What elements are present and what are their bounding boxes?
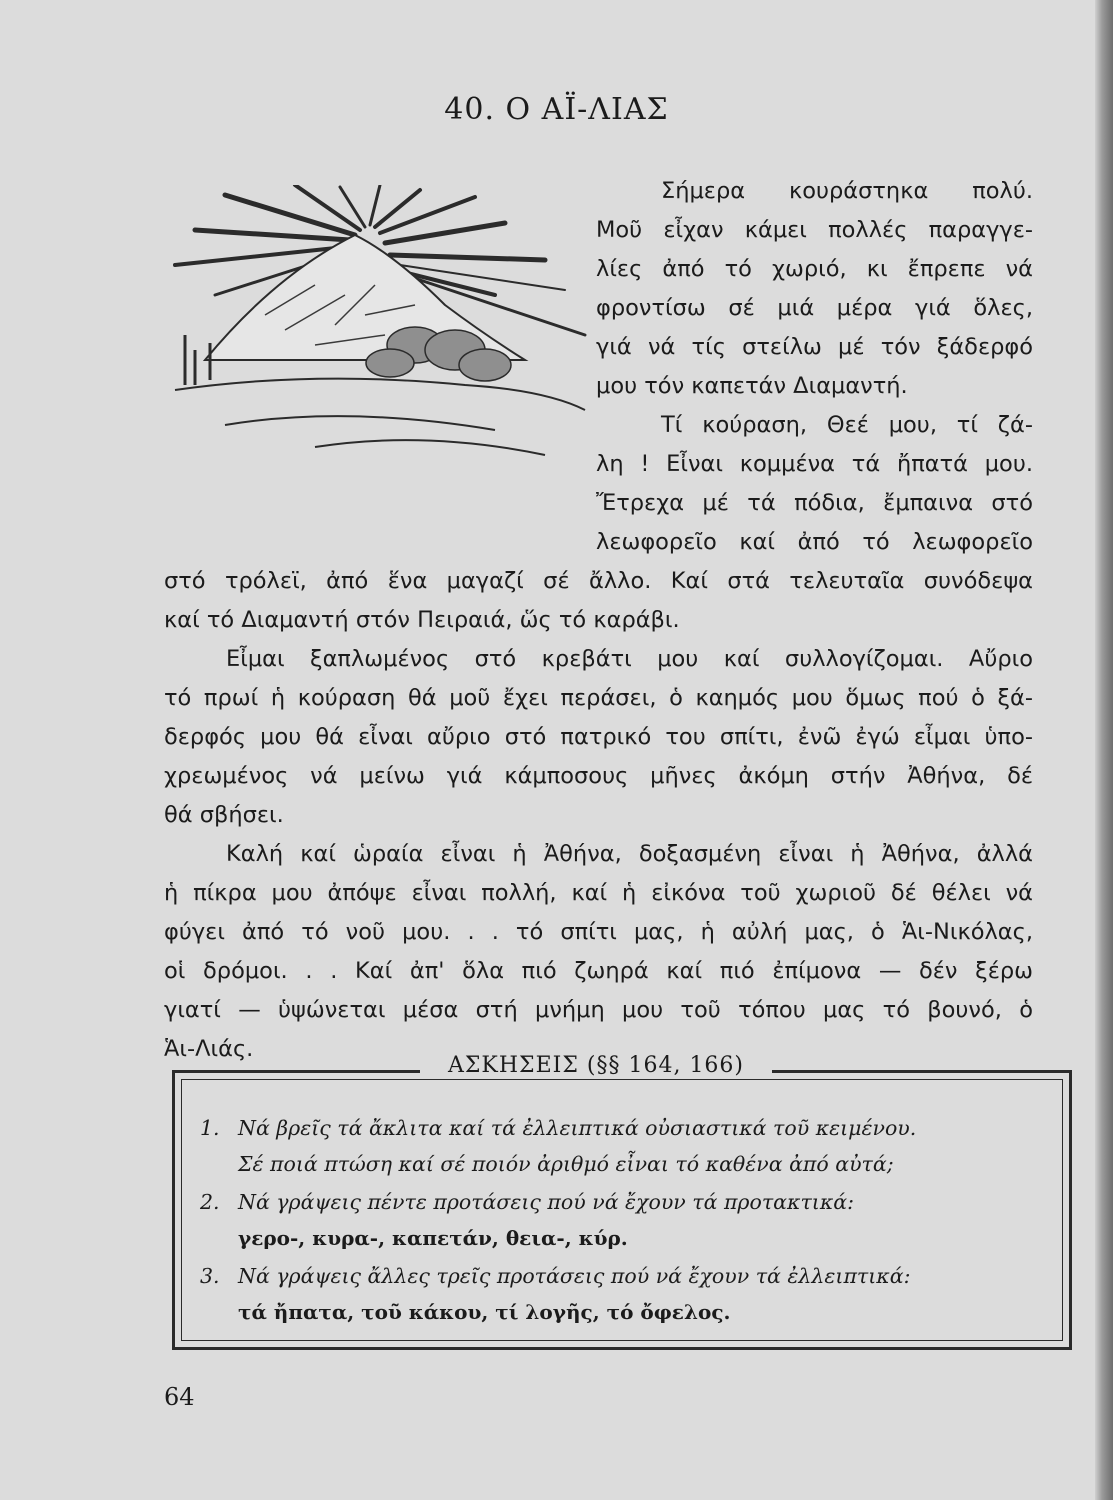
exercise-number: 1.	[200, 1116, 220, 1140]
text-line: ἡ πίκρα μου ἀπόψε εἶναι πολλή, καί ἡ εἰκόνα τοῦ χωριοῦ δέ θέλει νά	[164, 880, 1033, 906]
text-line: τό πρωί ἡ κούραση θά μοῦ ἔχει περάσει, ὁ καημός μου ὅμως πού ὁ ξά-	[164, 685, 1033, 711]
text-line: Ἔτρεχα μέ τά πόδια, ἔμπαινα στό	[596, 490, 1033, 516]
exercises-heading: ΑΣΚΗΣΕΙΣ (§§ 164, 166)	[420, 1053, 772, 1078]
page-binding-edge	[1095, 0, 1113, 1500]
text-line: λη ! Εἶναι κομμένα τά ἤπατά μου.	[596, 451, 1033, 477]
text-line: Σήμερα κουράστηκα πολύ.	[661, 178, 1033, 204]
exercise-text: Νά γράψεις ἄλλες τρεῖς προτάσεις πού νά ἔχουν τά ἐλλειπτικά:	[238, 1264, 911, 1288]
text-line: στό τρόλεϊ, ἀπό ἕνα μαγαζί σέ ἄλλο. Καί στά τελευταῖα συνόδεψα	[164, 568, 1033, 594]
exercise-item-1-line2: Σέ ποιά πτώση καί σέ ποιόν ἀριθμό εἶναι τό καθένα ἀπό αὐτά;	[238, 1152, 894, 1176]
text-line: δερφός μου θά εἶναι αὔριο στό πατρικό του σπίτι, ἐνῶ ἐγώ εἶμαι ὑπο-	[164, 724, 1033, 750]
exercise-item-1	[200, 1110, 916, 1146]
text-line: καί τό Διαμαντή στόν Πειραιά, ὥς τό καράβι.	[164, 607, 680, 633]
exercise-item-2-line2: γερο-, κυρα-, καπετάν, θεια-, κύρ.	[238, 1226, 628, 1250]
text-line: γιατί — ὑψώνεται μέσα στή μνήμη μου τοῦ τόπου μας τό βουνό, ὁ	[164, 997, 1033, 1023]
text-line: γιά νά τίς στείλω μέ τόν ξάδερφό	[596, 334, 1033, 360]
exercise-text: Νά βρεῖς τά ἄκλιτα καί τά ἐλλειπτικά οὐσιαστικά τοῦ κειμένου.	[238, 1116, 917, 1140]
text-line: Ἁι-Λιάς.	[164, 1036, 254, 1062]
exercise-number: 2.	[200, 1190, 220, 1214]
text-line: Εἶμαι ξαπλωμένος στό κρεβάτι μου καί συλλογίζομαι. Αὔριο	[226, 646, 1033, 672]
page-number: 64	[164, 1383, 195, 1411]
text-line: λεωφορεῖο καί ἀπό τό λεωφορεῖο	[596, 529, 1033, 555]
exercise-item-3-line2: τά ἤπατα, τοῦ κάκου, τί λογῆς, τό ὄφελος.	[238, 1300, 731, 1324]
text-line: μου τόν καπετάν Διαμαντή.	[596, 373, 908, 399]
exercise-number: 3.	[200, 1264, 220, 1288]
text-line: θά σβήσει.	[164, 802, 284, 828]
exercise-item-3	[200, 1258, 911, 1294]
text-line: Μοῦ εἶχαν κάμει πολλές παραγγε-	[596, 217, 1033, 243]
text-line: χρεωμένος νά μείνω γιά κάμποσους μῆνες ἀκόμη στήν Ἀθήνα, δέ	[164, 763, 1033, 789]
text-line: Τί κούραση, Θεέ μου, τί ζά-	[661, 412, 1033, 438]
chapter-title: 40. Ο ΑΪ-ΛΙΑΣ	[444, 92, 669, 127]
mountain-sunburst-icon	[165, 185, 600, 465]
text-line: οἱ δρόμοι. . . Καί ἀπ' ὅλα πιό ζωηρά καί πιό ἐπίμονα — δέν ξέρω	[164, 958, 1033, 984]
exercise-text: Νά γράψεις πέντε προτάσεις πού νά ἔχουν τά προτακτικά:	[238, 1190, 855, 1214]
text-line: φροντίσω σέ μιά μέρα γιά ὅλες,	[596, 295, 1033, 321]
text-line: φύγει ἀπό τό νοῦ μου. . . τό σπίτι μας, ἡ αὐλή μας, ὁ Ἁι-Νικόλας,	[164, 919, 1033, 945]
text-line: Καλή καί ὡραία εἶναι ἡ Ἀθήνα, δοξασμένη εἶναι ἡ Ἀθήνα, ἀλλά	[226, 841, 1033, 867]
text-line: λίες ἀπό τό χωριό, κι ἔπρεπε νά	[596, 256, 1033, 282]
exercise-item-2	[200, 1184, 854, 1220]
